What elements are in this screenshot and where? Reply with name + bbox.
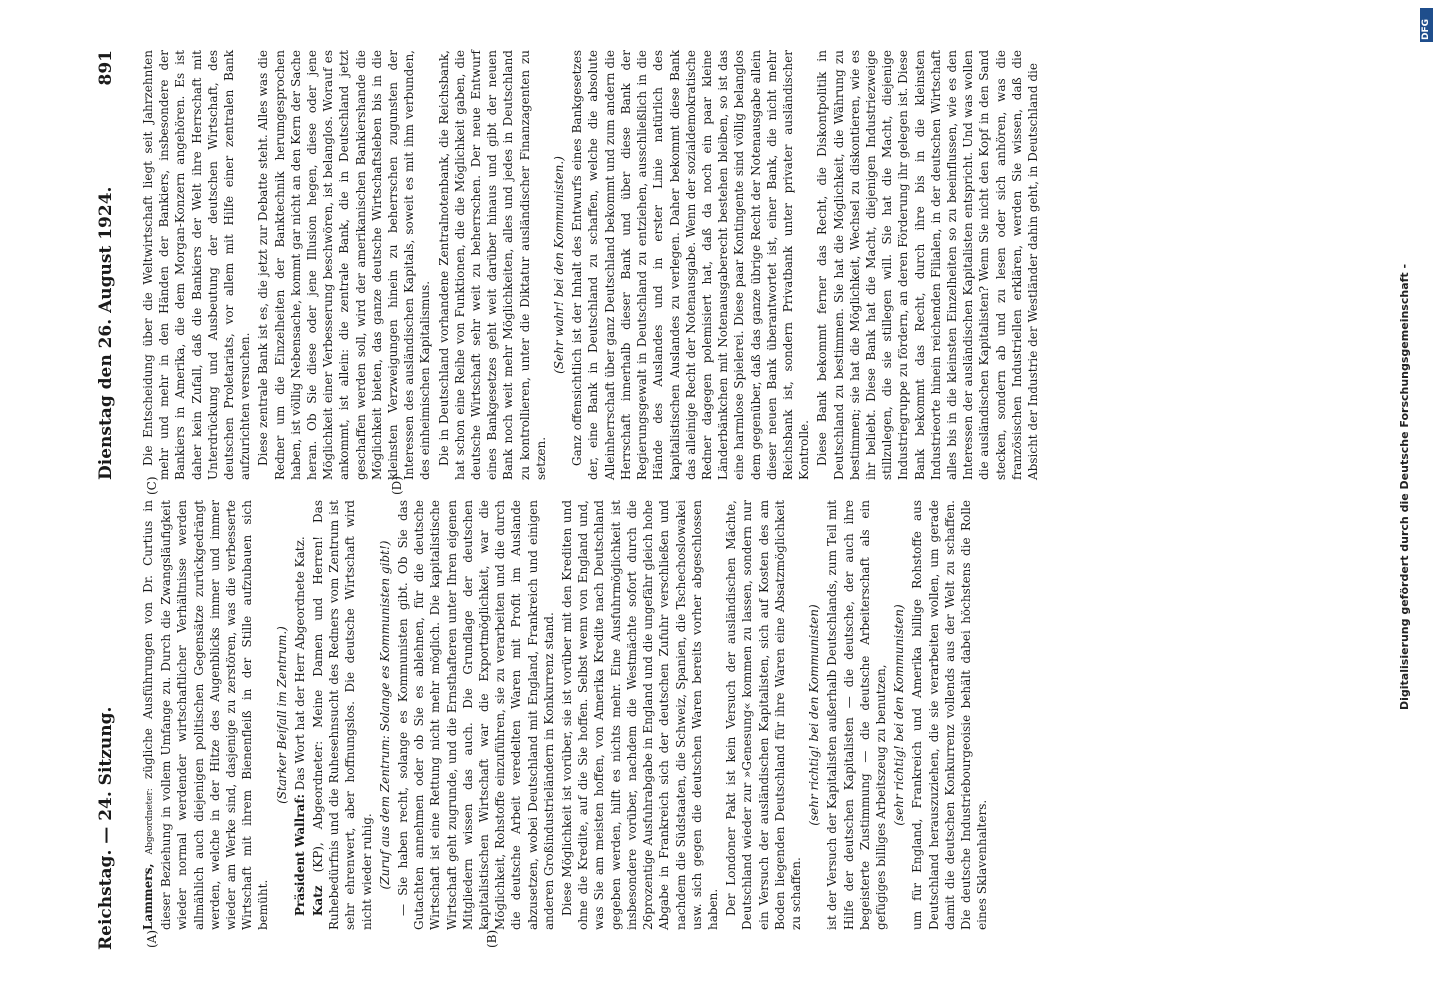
- paragraph: — Sie haben recht, solange es Kommunisten gibt. Ob Sie das Gutachten annehmen oder ob Sie es ablehnen, für die deutsche Wirtschaft ist eine Rettung nicht mehr möglich. Die kapitalistische Wirtschaft geht zugrunde, und die Ernsthafteren unter Ihren eigenen Mitgliedern wissen das auch. Die Grundlage der deutschen kapitalistischen Wirtschaft war die Exportmöglichkeit, war die Möglichkeit, Rohstoffe einzuführen, sie zu verarbeiten und die durch die deutsche Arbeit veredelten Waren mit Profit im Auslande abzusetzen, wobei Deutschland mit England, Frankreich und einigen anderen Großindustrieländern in Konkurrenz stand.: [396, 500, 556, 930]
- dfg-logo: [1420, 8, 1433, 42]
- margin-mark-d: (D): [390, 476, 404, 495]
- paragraph: Die Entscheidung über die Weltwirtschaft liegt seit Jahrzehnten mehr und mehr in den Händen der Bankiers, insbesondere der Bankiers in Amerika, die dem Morgan-Konzern angehören. Es ist daher kein Zufall, daß die Bankiers der Welt ihre Herrschaft mit Unterdrückung und Ausbeutung der deutschen Wirtschaft, des deutschen Proletariats, vor allem mit Hilfe einer zentralen Bank aufzurichten versuchen.: [141, 50, 253, 480]
- speaker-continued: [140, 500, 272, 930]
- paragraph: ist der Versuch der Kapitalisten außerhalb Deutschlands, zum Teil mit Hilfe der deutschen Kapitalisten — die deutsche, der auch ihre begeisterte Zustimmung — die deutsche Arbeiterschaft als ein gefügiges billiges Arbeitszeug zu benutzen,: [825, 500, 888, 930]
- digitization-note-text: Digitalisierung gefördert durch die Deutsche Forschungsgemeinschaft -: [1398, 263, 1411, 710]
- paragraph: um für England, Frankreich und Amerika billige Rohstoffe aus Deutschland herauszuziehen, die sie verarbeiten wollen, um gerade damit die deutschen Konkurrenz vollends aus der Welt zu schaffen. Die deutsche Industriebourgeoisie behält dabei höchstens die Rolle eines Sklavenhalters.: [910, 500, 990, 930]
- paragraph: Die in Deutschland vorhandene Zentralnotenbank, die Reichsbank, hat schon eine Reihe von Funktionen, die die Möglichkeit gaben, die deutsche Wirtschaft sehr weit zu beherrschen. Der neue Entwurf eines Bankgesetzes geht weit darüber hinaus und gibt der neuen Bank noch weit mehr Möglichkeiten, alles und jedes in Deutschland zu kontrollieren, unter die Diktatur ausländischer Finanzagenten zu setzen.: [436, 50, 548, 480]
- paragraph: Diese zentrale Bank ist es, die jetzt zur Debatte steht. Alles was die Redner um die Einzelheiten der Banktechnik herumgesprochen haben, ist völlig Nebensache, kommt gar nicht an den Kern der Sache heran. Ob Sie diese oder jene Illusion hegen, diese oder jene Möglichkeit einer Verbesserung beschwören, ist belanglos. Worauf es ankommt, ist allein: die zentrale Bank, die in Deutschland jetzt geschaffen werden soll, wird der amerikanischen Bankiershande die Möglichkeit bieten, das ganze deutsche Wirtschaftsleben bis in die kleinsten Verzweigungen hinein zu beherrschen zugunsten der Interessen des ausländischen Kapitals, soweit es mit ihm verbunden, des einheimischen Kapitalismus.: [256, 50, 433, 480]
- page-number: 891: [96, 50, 116, 86]
- interjection: (Sehr wahr! bei den Kommunisten.): [552, 156, 567, 374]
- page-header: [90, 50, 130, 950]
- speaker-role: Abgeordneter:: [145, 788, 155, 855]
- president-text: Das Wort hat der Herr Abgeordnete Katz.: [292, 536, 307, 791]
- katz-label: Katz: [311, 885, 326, 916]
- digitization-note: [1398, 10, 1418, 990]
- president-statement: [292, 500, 308, 930]
- header-date: Dienstag den 26. August 1924.: [96, 186, 116, 480]
- document-page: [90, 50, 1040, 950]
- katz-statement: [310, 500, 375, 930]
- katz-text: (KP), Abgeordneter: Meine Damen und Herren! Das Ruhebedürfnis und die Ruhesehnsucht des Redners vom Zentrum ist sehr ehrenwert, aber hoffnungslos. Die deutsche Wirtschaft wird nicht wieder ruhig.: [311, 500, 374, 930]
- interjection: (sehr richtig! bei den Kommunisten): [807, 604, 822, 826]
- right-column: [140, 50, 1043, 480]
- interjection: (Zuruf aus dem Zentrum: Solange es Kommunisten gibt!): [377, 540, 392, 890]
- margin-mark-c: (C): [145, 476, 159, 495]
- paragraph: zügliche Ausführungen von Dr. Curtius in dieser Beziehung in vollem Umfange zu. Durch die Zwangsläufigkeit wieder normal werdender wirtschaftlicher Verhältnisse werden allmählich auch diejenigen politischen Gegensätze zurückgedrängt werden, welche in der Hitze des Augenblicks immer und immer wieder am Werke sind, dasjenige zu zerstören, was die verbesserte Wirtschaft mit ihrem Bienenfleiß in der Stille aufzubauen sich bemüht.: [141, 500, 271, 930]
- dfg-logo-text: DFG: [1421, 18, 1431, 40]
- paragraph: Ganz offensichtlich ist der Inhalt des Entwurfs eines Bankgesetzes der, eine Bank in Deutschland zu schaffen, welche die absolute Alleinherrschaft über ganz Deutschland bekommt und zum andern die Herrschaft innerhalb dieser Bank und über diese Bank der Regierungsgewalt in Deutschland zu entziehen, ausschließlich in die Hände des Auslandes und in erster Linie natürlich des kapitalistischen Auslandes zu verlegen. Daher bekommt diese Bank das alleinige Recht der Notenausgabe. Wenn der sozialdemokratische Redner dagegen polemisiert hat, daß da noch ein paar kleine Länderbänkchen mit Notenausgaberecht bestehen bleiben, so ist das eine harmlose Spielerei. Diese paar Kontingente sind völlig belanglos dem gegenüber, daß das ganze übrige Recht der Notenausgabe allein dieser neuen Bank überantwortet ist, einer Bank, die nicht mehr Reichsbank ist, sondern Privatbank unter privater ausländischer Kontrolle.: [570, 50, 812, 480]
- paragraph: Diese Bank bekommt ferner das Recht, die Diskontpolitik in Deutschland zu bestimmen. Sie hat die Möglichkeit, die Währung zu bestimmen; sie hat die Möglichkeit, Wechsel zu diskontieren, wie es ihr beliebt. Diese Bank hat die Macht, diejenigen Industriezweige stillzulegen, die sie stillegen will. Sie hat die Macht, diejenige Industriegruppe zu fördern, an deren Förderung ihr gelegen ist. Diese Bank bekommt das Recht, durch ihre bis in die kleinsten Industrieorte hinein reichenden Filialen, in der deutschen Wirtschaft alles bis in die kleinsten Einzelheiten so zu beeinflussen, wie es den Interessen der ausländischen Kapitalisten entspricht. Und was wollen die ausländischen Kapitalisten? Wenn Sie nicht den Kopf in den Sand stecken, sondern ab und zu lesen oder sich anhören, was die französischen Industriellen erklären, werden Sie wissen, daß die Absicht der Industrie der Westländer dahin geht, in Deutschland die: [815, 50, 1040, 480]
- margin-mark-b: (B): [485, 929, 499, 948]
- left-column: [140, 500, 992, 930]
- paragraph: Der Londoner Pakt ist kein Versuch der ausländischen Mächte, Deutschland wieder zur »Genesung« kommen zu lassen, sondern nur ein Versuch der ausländischen Kapitalisten, sich auf Kosten des am Boden liegenden Deutschland für ihre Waren eine Absatzmöglichkeit zu schaffen.: [724, 500, 803, 930]
- margin-mark-a: (A): [145, 929, 159, 948]
- speaker-name: Lammers,: [141, 863, 155, 930]
- president-label: Präsident Wallraf:: [292, 794, 307, 916]
- interjection: (Starker Beifall im Zentrum.): [274, 626, 289, 804]
- interjection: (sehr richtig! bei den Kommunisten): [892, 604, 907, 826]
- paragraph: Diese Möglichkeit ist vorüber, sie ist vorüber mit den Krediten und ohne die Kredite, auf die Sie hoffen. Selbst wenn von England und, was Sie am meisten hoffen, von Amerika Kredite nach Deutschland gegeben werden, hilft es nichts mehr. Eine Ausfuhrmöglichkeit ist insbesondere vorüber, nachdem die Westmächte sofort durch die 26prozentige Ausfuhrabgabe in England und die ungefähr gleich hohe Abgabe in Frankreich sich der deutschen Zufuhr verschließen und nachdem die Südstaaten, die Schweiz, Spanien, die Tschechoslowakei usw. sich gegen die deutschen Waren bereits vorher abgeschlossen haben.: [560, 500, 720, 930]
- header-session: Reichstag. — 24. Sitzung.: [96, 706, 116, 950]
